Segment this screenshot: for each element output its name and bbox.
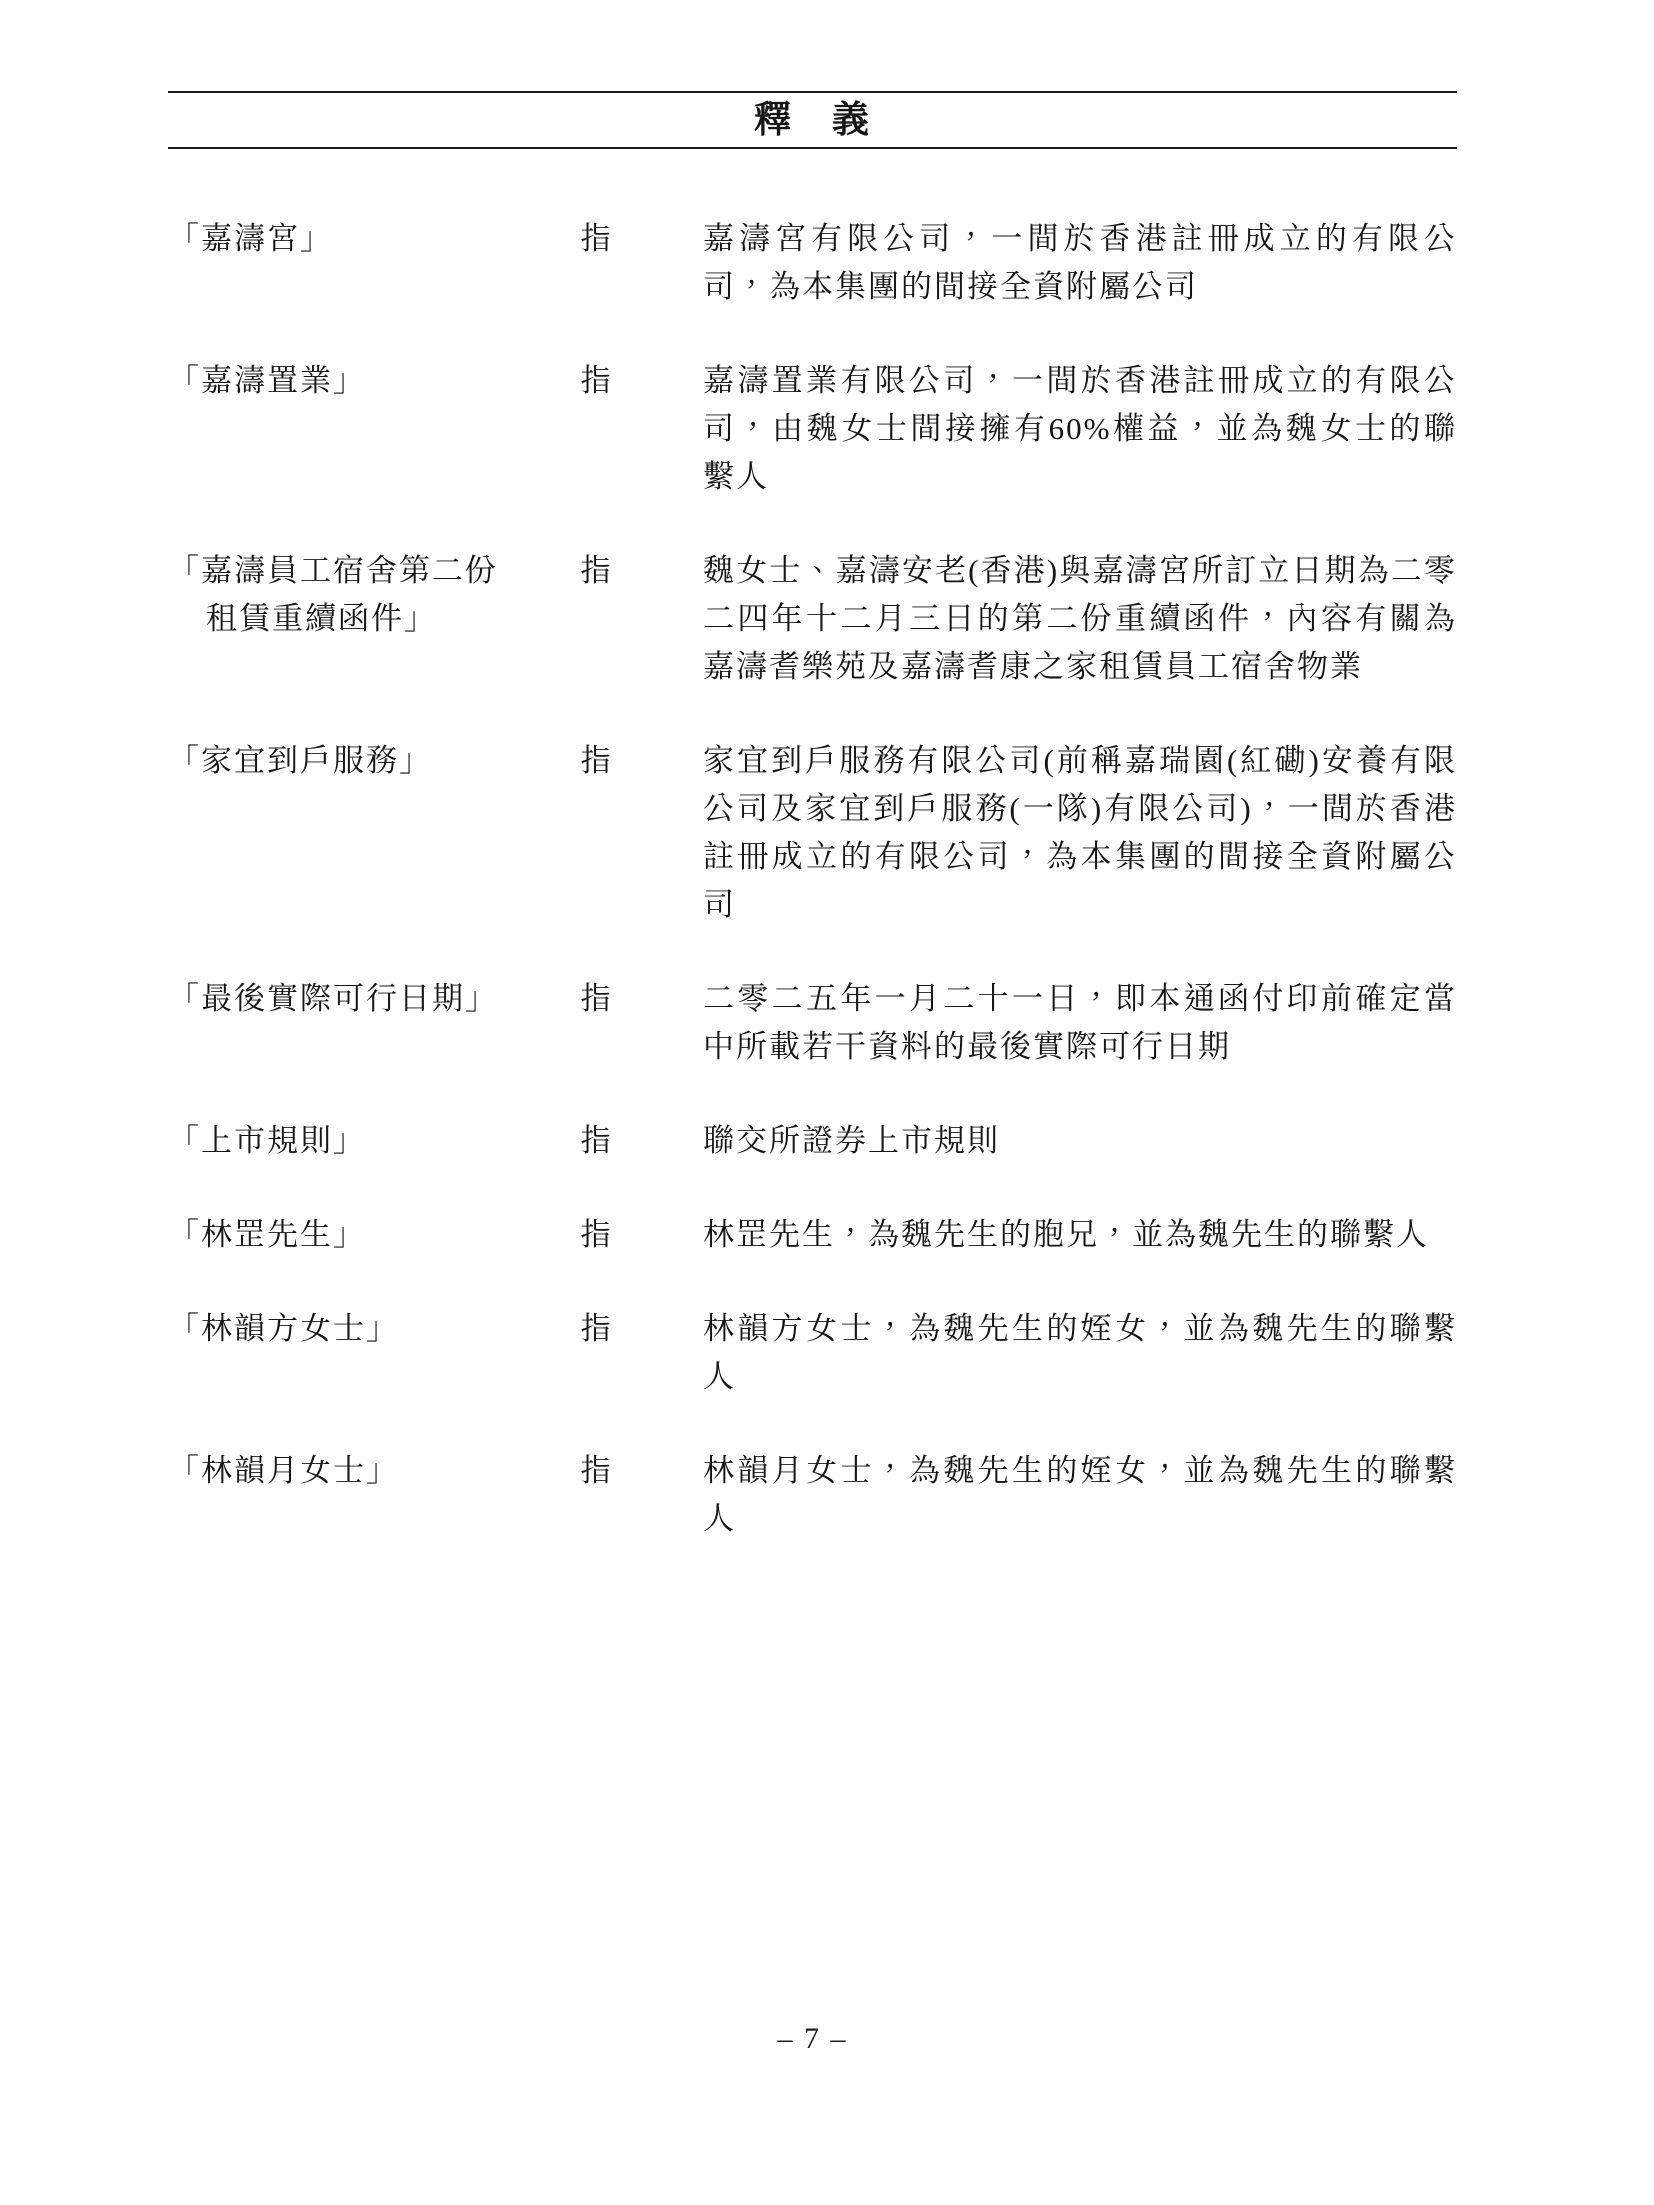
term-line-1: 「上市規則」 [168, 1123, 366, 1158]
means-label: 指 [580, 1311, 613, 1346]
definition-term [168, 737, 580, 929]
definition-text: 二零二五年一月二十一日，即本通函付印前確定當中所載若干資料的最後實際可行日期 [703, 981, 1457, 1064]
term-line-2: 租賃重續函件」 [206, 601, 437, 636]
term-line-1: 「嘉濤置業」 [168, 363, 366, 398]
means-label: 指 [580, 1217, 613, 1252]
term-line-1: 「林韻月女士」 [168, 1453, 399, 1488]
definition-entry [168, 737, 1457, 929]
means-label: 指 [580, 981, 613, 1016]
means-label: 指 [580, 743, 613, 778]
page-number: – 7 – [777, 2022, 848, 2055]
definition-entry [168, 1305, 1457, 1401]
definition-term [168, 1447, 580, 1543]
means-label: 指 [580, 363, 613, 398]
definition-term [168, 215, 580, 311]
definition-entry [168, 1211, 1457, 1259]
means-label: 指 [580, 553, 613, 588]
definition-text: 林韻月女士，為魏先生的姪女，並為魏先生的聯繫人 [703, 1453, 1457, 1536]
definition-term [168, 1117, 580, 1165]
definition-text: 魏女士、嘉濤安老(香港)與嘉濤宮所訂立日期為二零二四年十二月三日的第二份重續函件，內容有關為嘉濤耆樂苑及嘉濤耆康之家租賃員工宿舍物業 [703, 553, 1457, 684]
term-line-1: 「嘉濤員工宿舍第二份 [168, 553, 498, 588]
definitions-list [168, 215, 1457, 1543]
definition-text: 嘉濤置業有限公司，一間於香港註冊成立的有限公司，由魏女士間接擁有60%權益，並為魏女士的聯繫人 [703, 363, 1457, 494]
definition-entry [168, 1117, 1457, 1165]
term-line-1: 「家宜到戶服務」 [168, 743, 432, 778]
page-header [168, 91, 1457, 149]
definition-term [168, 1305, 580, 1401]
definition-text: 林罡先生，為魏先生的胞兄，並為魏先生的聯繫人 [703, 1217, 1429, 1252]
definition-term [168, 1211, 580, 1259]
definition-entry [168, 357, 1457, 501]
means-label: 指 [580, 221, 613, 256]
term-line-1: 「最後實際可行日期」 [168, 981, 498, 1016]
term-line-1: 「林韻方女士」 [168, 1311, 399, 1346]
definition-entry [168, 975, 1457, 1071]
definition-text: 家宜到戶服務有限公司(前稱嘉瑞園(紅磡)安養有限公司及家宜到戶服務(一隊)有限公司)，一間於香港註冊成立的有限公司，為本集團的間接全資附屬公司 [703, 743, 1457, 922]
definition-term [168, 975, 580, 1071]
definition-term [168, 357, 580, 501]
page-title: 釋 義 [754, 99, 871, 141]
definition-entry [168, 547, 1457, 691]
definition-entry [168, 215, 1457, 311]
means-label: 指 [580, 1123, 613, 1158]
definition-text: 聯交所證券上市規則 [703, 1123, 1000, 1158]
definition-term [168, 547, 580, 691]
definition-entry [168, 1447, 1457, 1543]
definition-text: 林韻方女士，為魏先生的姪女，並為魏先生的聯繫人 [703, 1311, 1457, 1394]
definition-text: 嘉濤宮有限公司，一間於香港註冊成立的有限公司，為本集團的間接全資附屬公司 [703, 221, 1457, 304]
means-label: 指 [580, 1453, 613, 1488]
term-line-1: 「林罡先生」 [168, 1217, 366, 1252]
term-line-1: 「嘉濤宮」 [168, 221, 333, 256]
